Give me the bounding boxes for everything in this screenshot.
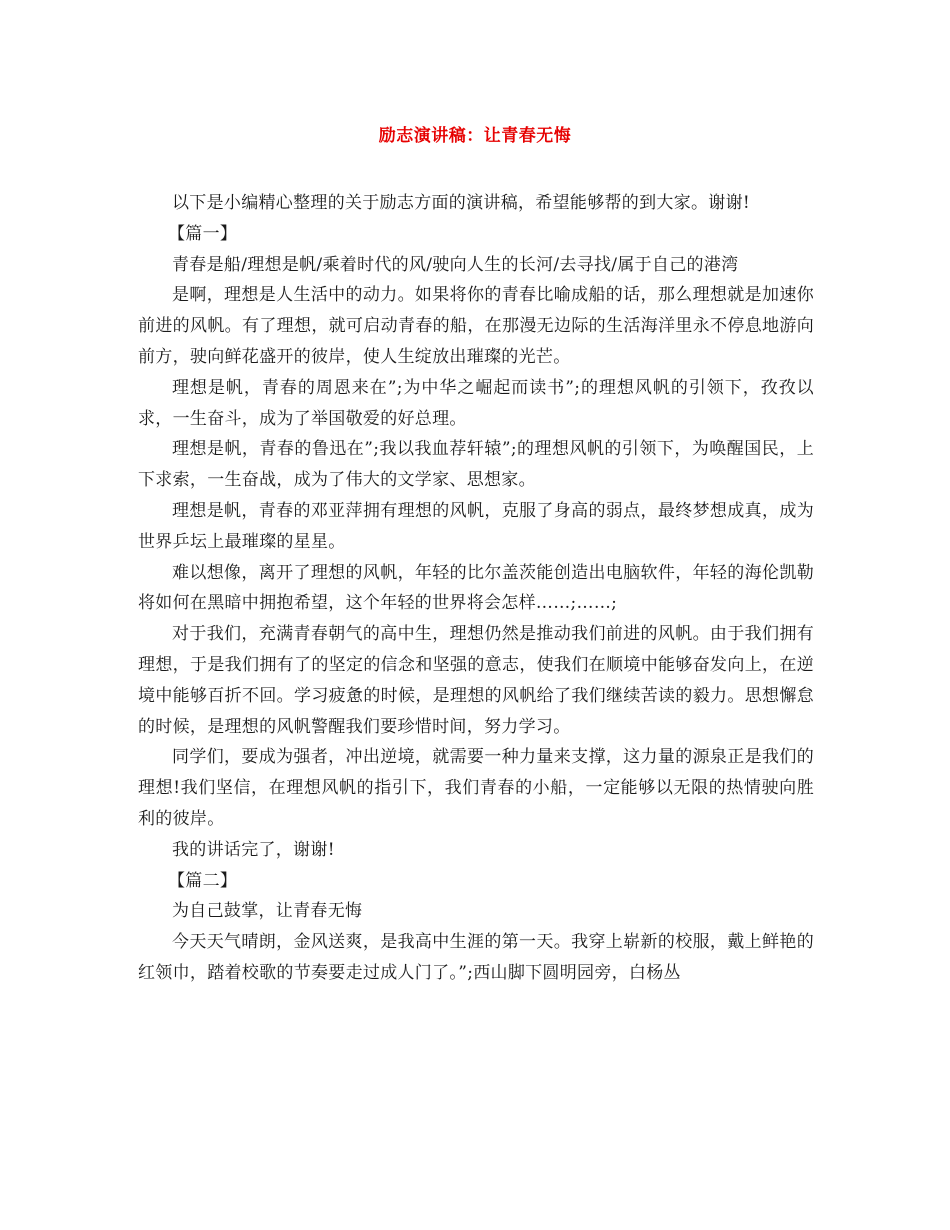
- section-heading-1: 【篇一】: [168, 223, 238, 244]
- body-paragraph: 难以想像，离开了理想的风帆，年轻的比尔盖茨能创造出电脑软件，年轻的海伦凯勒将如何在黑暗中拥抱希望，这个年轻的世界将会怎样……;……;: [138, 562, 814, 614]
- poem-line: 青春是船/理想是帆/乘着时代的风/驶向人生的长河/去寻找/属于自己的港湾: [172, 254, 739, 275]
- body-paragraph: 理想是帆，青春的周恩来在”;为中华之崛起而读书”;的理想风帆的引领下，孜孜以求，一生奋斗，成为了举国敬爱的好总理。: [138, 377, 814, 429]
- body-paragraph: 理想是帆，青春的邓亚萍拥有理想的风帆，克服了身高的弱点，最终梦想成真，成为世界乒坛上最璀璨的星星。: [138, 500, 814, 552]
- body-paragraph: 理想是帆，青春的鲁迅在”;我以我血荐轩辕”;的理想风帆的引领下，为唤醒国民，上下求索，一生奋战，成为了伟大的文学家、思想家。: [138, 439, 814, 491]
- intro-paragraph: 以下是小编精心整理的关于励志方面的演讲稿，希望能够帮的到大家。谢谢!: [172, 193, 751, 213]
- section-subtitle: 为自己鼓掌，让青春无悔: [172, 901, 363, 922]
- document-title: 励志演讲稿：让青春无悔: [378, 126, 572, 146]
- body-paragraph: 同学们，要成为强者，冲出逆境，就需要一种力量来支撑，这力量的源泉正是我们的理想!我们坚信，在理想风帆的指引下，我们青春的小船，一定能够以无限的热情驶向胜利的彼岸。: [138, 747, 814, 829]
- body-paragraph: 对于我们，充满青春朝气的高中生，理想仍然是推动我们前进的风帆。由于我们拥有理想，于是我们拥有了的坚定的信念和坚强的意志，使我们在顺境中能够奋发向上，在逆境中能够百折不回。学习疲惫的时候，是理想的风帆给了我们继续苦读的毅力。思想懈怠的时候，是理想的风帆警醒我们要珍惜时间，努力学习。: [138, 624, 814, 737]
- document-body: [138, 188, 814, 989]
- closing-paragraph: 我的讲话完了，谢谢!: [172, 839, 335, 860]
- body-paragraph: 今天天气晴朗，金风送爽，是我高中生涯的第一天。我穿上崭新的校服，戴上鲜艳的红领巾，踏着校歌的节奏要走过成人门了。”;西山脚下圆明园旁，白杨丛: [138, 932, 814, 983]
- body-paragraph: 是啊，理想是人生活中的动力。如果将你的青春比喻成船的话，那么理想就是加速你前进的风帆。有了理想，就可启动青春的船，在那漫无边际的生活海洋里永不停息地游向前方，驶向鲜花盛开的彼岸，使人生绽放出璀璨的光芒。: [138, 285, 814, 367]
- section-heading-2: 【篇二】: [168, 870, 238, 891]
